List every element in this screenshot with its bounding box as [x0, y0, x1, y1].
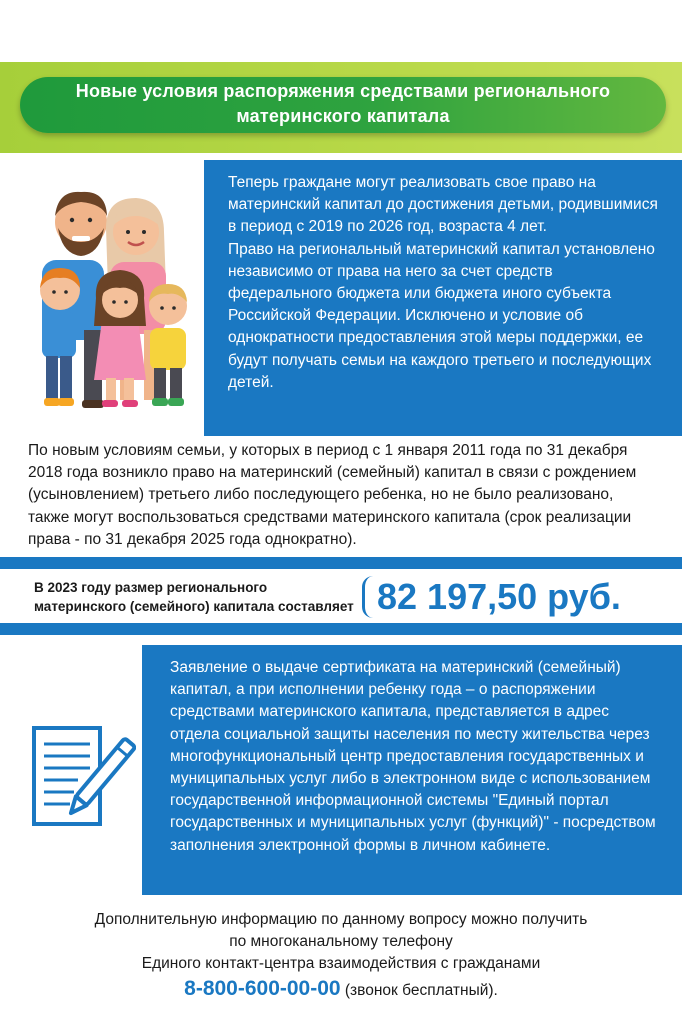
info-box-2-text: Заявление о выдаче сертификата на материнский (семейный) капитал, а при исполнении ребенку года – о распоряжении средствами материнского капитала, представляется в адрес отдела социальной защиты населения по месту жительства через многофункциональный центр предоставления государственных и муниципальных услуг либо в электронном виде с использованием государственной информационной системы "Единый портал государственных и муниципальных услуг (функций)" - посредством заполнения электронной формы в личном кабинете.: [170, 659, 656, 854]
info-box-1-paragraph-2: Право на региональный материнский капитал установлено независимо от права на него за счет средств федерального бюджета или бюджета иного субъекта Российской Федерации. Исключено и условие об однократности предоставления этой меры поддержки, ее будут получать семьи на каждого третьего и последующих детей.: [228, 240, 655, 391]
boy-left-figure: [40, 268, 80, 406]
info-box-1-text: [228, 172, 658, 394]
amount-label: [34, 578, 364, 616]
footer-phone-line: [0, 978, 682, 1002]
document-pen-icon: [30, 720, 136, 832]
amount-bottom-stripe: [0, 623, 682, 635]
page-title-line-1: Новые условия распоряжения средствами регионального: [75, 81, 611, 101]
middle-paragraph: По новым условиям семьи, у которых в период с 1 января 2011 года по 31 декабря 2018 года возникло право на материнский (семейный) капитал в связи с рождением (усыновлением) третьего либо последующего ребенка, но не было реализовано, также могут воспользоваться средствами материнского капитала (срок реализации права - по 31 декабря 2025 года однократно).: [28, 442, 637, 548]
family-illustration: [36, 180, 196, 412]
footer-contact: [0, 909, 682, 1002]
amount-bracket: [362, 576, 373, 618]
boy-right-figure: [149, 284, 187, 406]
amount-value: 82 197,50 руб.: [377, 576, 621, 617]
footer-line-2: по многоканальному телефону: [229, 933, 453, 951]
phone-number[interactable]: 8-800-600-00-00: [184, 976, 341, 1000]
phone-note: (звонок бесплатный).: [340, 981, 498, 999]
amount-label-line-1: В 2023 году размер регионального: [34, 580, 268, 595]
page-title: [20, 79, 666, 129]
footer-line-3: Единого контакт-центра взаимодействия с гражданами: [141, 955, 541, 973]
page-title-line-2: материнского капитала: [236, 106, 450, 126]
footer-line-1: Дополнительную информацию по данному вопросу можно получить: [94, 911, 588, 928]
amount-top-stripe: [0, 557, 682, 569]
amount-label-line-2: материнского (семейного) капитала составляет: [34, 599, 354, 614]
info-box-1-paragraph-1: Теперь граждане могут реализовать свое право на материнский капитал до достижения детьми, родившимися в период с 2019 по 2026 год, возраста 4 лет.: [228, 174, 658, 236]
